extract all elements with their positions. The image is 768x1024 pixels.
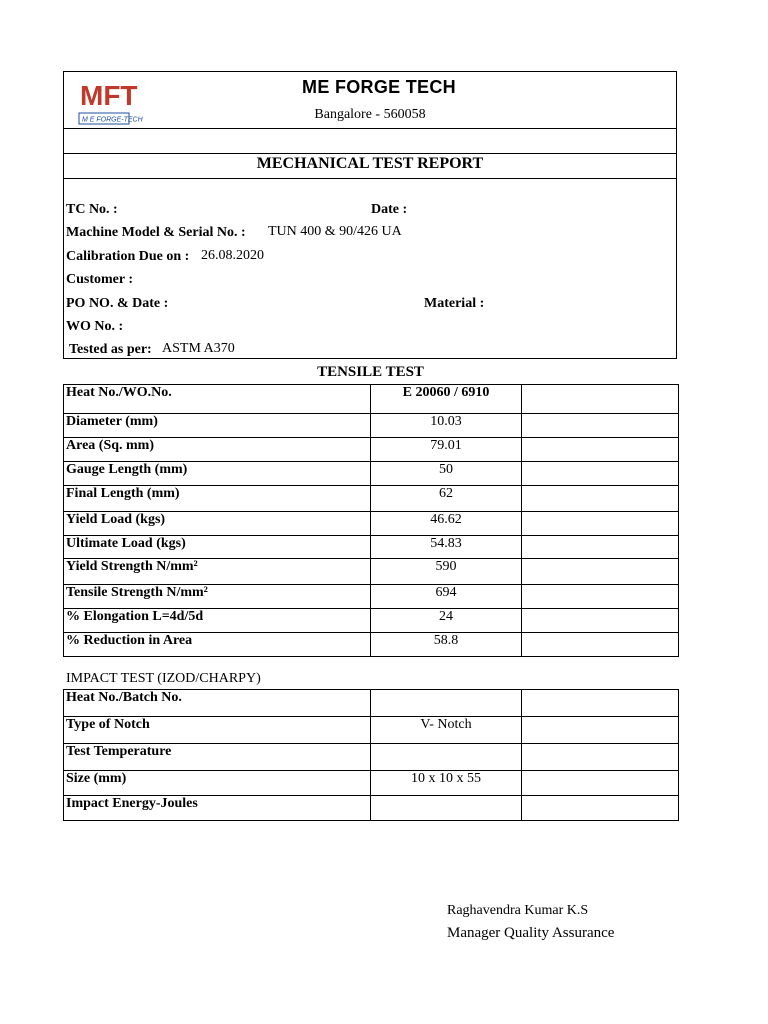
row-extra-cell [522,462,679,486]
row-value [371,744,522,771]
row-label: Impact Energy-Joules [64,796,371,821]
machine-label: Machine Model & Serial No. : [66,225,246,240]
row-extra-cell [522,512,679,536]
tested-label: Tested as per: [69,342,152,357]
impact-row [64,717,679,744]
row-value: 46.62 [371,512,522,536]
row-extra-cell [522,609,679,633]
date-label: Date : [371,202,408,217]
row-extra-cell [522,414,679,438]
row-label: Size (mm) [64,771,371,796]
row-extra-cell [522,633,679,657]
company-address: Bangalore - 560058 [314,107,426,122]
row-value: 590 [371,559,522,585]
tensile-row [64,559,679,585]
calibration-label: Calibration Due on : [66,249,190,264]
row-label: Type of Notch [64,717,371,744]
row-label: % Elongation L=4d/5d [64,609,371,633]
row-extra-cell [522,559,679,585]
tensile-row [64,414,679,438]
machine-value: TUN 400 & 90/426 UA [268,224,402,239]
row-value: 694 [371,585,522,609]
row-value: 10 x 10 x 55 [371,771,522,796]
row-extra-cell [522,796,679,821]
row-extra-cell [522,690,679,717]
tested-value: ASTM A370 [162,341,235,356]
impact-row [64,796,679,821]
row-value: 58.8 [371,633,522,657]
row-extra-cell [522,744,679,771]
row-extra-cell [522,385,679,414]
tc-no-label: TC No. : [66,202,118,217]
tensile-title: TENSILE TEST [317,364,424,380]
signatory-title: Manager Quality Assurance [447,925,615,941]
report-title: MECHANICAL TEST REPORT [256,155,484,172]
row-label: Test Temperature [64,744,371,771]
tensile-row [64,462,679,486]
row-label: Gauge Length (mm) [64,462,371,486]
po-label: PO NO. & Date : [66,296,169,311]
row-label: % Reduction in Area [64,633,371,657]
tensile-row [64,633,679,657]
row-label: Diameter (mm) [64,414,371,438]
tensile-row [64,385,679,414]
impact-row [64,690,679,717]
row-label: Ultimate Load (kgs) [64,536,371,559]
row-value: V- Notch [371,717,522,744]
tensile-row [64,438,679,462]
logo-subtext: M E FORGE-TECH [82,116,143,124]
row-label: Yield Load (kgs) [64,512,371,536]
tensile-row [64,609,679,633]
row-extra-cell [522,717,679,744]
impact-title: IMPACT TEST (IZOD/CHARPY) [66,671,261,686]
company-name: ME FORGE TECH [302,77,456,97]
row-value: E 20060 / 6910 [371,385,522,414]
row-value: 10.03 [371,414,522,438]
row-extra-cell [522,771,679,796]
row-extra-cell [522,585,679,609]
row-value: 50 [371,462,522,486]
row-extra-cell [522,536,679,559]
row-label: Heat No./WO.No. [64,385,371,414]
row-value [371,796,522,821]
material-label: Material : [424,296,485,311]
calibration-value: 26.08.2020 [201,248,264,263]
tensile-row [64,486,679,512]
row-label: Final Length (mm) [64,486,371,512]
row-value: 79.01 [371,438,522,462]
divider [64,153,676,154]
row-label: Area (Sq. mm) [64,438,371,462]
row-value: 62 [371,486,522,512]
tensile-table [63,384,679,657]
row-extra-cell [522,438,679,462]
row-label: Tensile Strength N/mm² [64,585,371,609]
divider [64,128,676,129]
row-label: Heat No./Batch No. [64,690,371,717]
tensile-row [64,512,679,536]
customer-label: Customer : [66,272,134,287]
tensile-row [64,536,679,559]
row-value [371,690,522,717]
logo-mark: MFT [80,80,138,111]
row-value: 24 [371,609,522,633]
row-value: 54.83 [371,536,522,559]
row-extra-cell [522,486,679,512]
tensile-row [64,585,679,609]
impact-row [64,771,679,796]
row-label: Yield Strength N/mm² [64,559,371,585]
impact-row [64,744,679,771]
signatory-name: Raghavendra Kumar K.S [447,903,589,918]
divider [64,178,676,179]
impact-table [63,689,679,821]
wo-label: WO No. : [66,319,124,334]
